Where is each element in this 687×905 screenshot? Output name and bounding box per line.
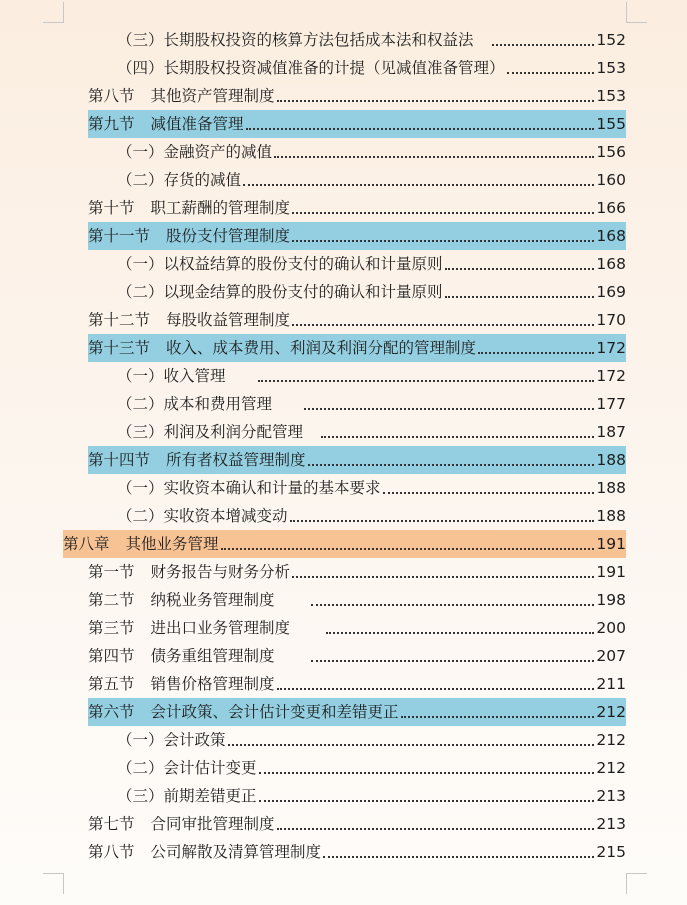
toc-entry-number: 第二节 [88, 591, 135, 609]
toc-entry-label [88, 698, 399, 726]
toc-entry-label [117, 138, 272, 166]
dot-leader [277, 99, 595, 102]
toc-entry-number: 第八章 [63, 535, 110, 553]
toc-entry-title: 收入、成本费用、利润及利润分配的管理制度 [166, 339, 477, 357]
toc-entry-title: 进出口业务管理制度 [150, 619, 291, 637]
toc-page-number: 213 [596, 815, 626, 833]
toc-entry-label [88, 586, 275, 614]
toc-page-number: 188 [596, 507, 626, 525]
toc-entry-number: （二） [117, 283, 164, 301]
toc-entry-number: 第九节 [88, 115, 135, 133]
dot-leader [478, 351, 594, 354]
dot-leader [290, 519, 595, 522]
toc-entry-number: （一） [117, 731, 164, 749]
toc-entry-label [88, 194, 290, 222]
dot-leader [292, 239, 594, 242]
toc-entry-label [88, 614, 290, 642]
toc-page-number: 211 [596, 675, 626, 693]
dot-leader [243, 183, 594, 186]
toc-entry-label [117, 54, 505, 82]
toc-entry-label [117, 474, 381, 502]
toc-entry-label [88, 558, 290, 586]
toc-entry[interactable] [117, 502, 626, 530]
toc-page-number: 198 [596, 591, 626, 609]
toc-page-number: 212 [596, 703, 626, 721]
toc-entry-label [117, 782, 257, 810]
dot-leader [228, 743, 595, 746]
dot-leader [321, 435, 594, 438]
toc-entry-number: （三） [117, 787, 164, 805]
toc-entry-label [63, 530, 219, 558]
toc-page-number: 200 [596, 619, 626, 637]
toc-entry-label [117, 390, 272, 418]
toc-entry-number: （二） [117, 759, 164, 777]
toc-entry-title: 纳税业务管理制度 [150, 591, 275, 609]
toc-entry-label [117, 166, 241, 194]
toc-entry-title: 会计政策、会计估计变更和差错更正 [150, 703, 399, 721]
dot-leader [311, 659, 595, 662]
toc-entry-number: （一） [117, 479, 164, 497]
toc-entry-title: 财务报告与财务分析 [150, 563, 291, 581]
crop-mark-top-left [43, 2, 64, 23]
dot-leader [292, 211, 594, 214]
toc-page-number: 166 [596, 199, 626, 217]
toc-entry-title: 收入管理 [163, 367, 226, 385]
dot-leader [326, 631, 594, 634]
toc-entry[interactable] [88, 670, 626, 698]
toc-page-number: 172 [596, 367, 626, 385]
toc-entry-title: 减值准备管理 [150, 115, 244, 133]
toc-entry-label [88, 222, 290, 250]
dot-leader [246, 127, 595, 130]
toc-entry[interactable] [88, 222, 626, 250]
toc-entry-label [88, 306, 290, 334]
dot-leader [259, 771, 595, 774]
toc-entry-label [117, 278, 443, 306]
dot-leader [308, 463, 595, 466]
toc-page-number: 177 [596, 395, 626, 413]
toc-entry[interactable] [88, 586, 626, 614]
toc-page-number: 215 [596, 843, 626, 861]
dot-leader [445, 295, 595, 298]
crop-mark-bottom-left [43, 873, 64, 894]
dot-leader [492, 43, 595, 46]
toc-entry-label [88, 838, 321, 866]
toc-entry[interactable] [117, 54, 626, 82]
toc-page-number: 191 [596, 535, 626, 553]
dot-leader [277, 687, 595, 690]
toc-entry[interactable] [117, 250, 626, 278]
toc-entry[interactable] [88, 446, 626, 474]
toc-entry-label [117, 250, 443, 278]
toc-entry-number: （二） [117, 507, 164, 525]
toc-page-number: 212 [596, 731, 626, 749]
dot-leader [401, 715, 595, 718]
toc-page-number: 153 [596, 59, 626, 77]
toc-page-number: 187 [596, 423, 626, 441]
toc-entry-number: 第十一节 [88, 227, 151, 245]
toc-entry[interactable] [88, 306, 626, 334]
toc-entry-title: 销售价格管理制度 [150, 675, 275, 693]
toc-entry-title: 金融资产的减值 [163, 143, 273, 161]
toc-entry-label [88, 446, 306, 474]
toc-entry[interactable] [117, 390, 626, 418]
toc-entry-label [117, 418, 303, 446]
toc-page-number: 213 [596, 787, 626, 805]
toc-entry-title: 会计政策 [163, 731, 226, 749]
toc-entry-number: （三） [117, 31, 164, 49]
toc-entry-number: 第三节 [88, 619, 135, 637]
toc-page-number: 160 [596, 171, 626, 189]
toc-entry-title: 实收资本确认和计量的基本要求 [163, 479, 381, 497]
toc-entry-title: 其他资产管理制度 [150, 87, 275, 105]
toc-entry-title: 股份支付管理制度 [166, 227, 291, 245]
toc-entry-number: （二） [117, 395, 164, 413]
toc-entry-number: 第一节 [88, 563, 135, 581]
toc-entry[interactable] [88, 110, 626, 138]
dot-leader [304, 407, 594, 410]
toc-entry-label [88, 642, 275, 670]
toc-page-number: 207 [596, 647, 626, 665]
toc-entry[interactable] [117, 166, 626, 194]
toc-entry-number: 第五节 [88, 675, 135, 693]
toc-entry-number: 第六节 [88, 703, 135, 721]
dot-leader [323, 855, 594, 858]
dot-leader [311, 603, 595, 606]
toc-entry-label [88, 810, 275, 838]
toc-entry-label [117, 502, 288, 530]
toc-entry[interactable] [117, 138, 626, 166]
toc-page-number: 191 [596, 563, 626, 581]
dot-leader [292, 575, 594, 578]
toc-page-number: 168 [596, 227, 626, 245]
toc-entry[interactable] [88, 82, 626, 110]
toc-entry-label [88, 82, 275, 110]
toc-entry-title: 实收资本增减变动 [163, 507, 288, 525]
toc-entry[interactable] [88, 194, 626, 222]
table-of-contents [0, 26, 687, 866]
toc-entry[interactable] [88, 838, 626, 866]
toc-entry-title: 存货的减值 [163, 171, 242, 189]
crop-mark-top-right [626, 2, 647, 23]
toc-entry[interactable] [117, 278, 626, 306]
toc-entry[interactable] [88, 558, 626, 586]
dot-leader [277, 827, 595, 830]
toc-entry-number: （一） [117, 367, 164, 385]
dot-leader [221, 547, 595, 550]
toc-entry[interactable] [117, 726, 626, 754]
toc-page-number: 156 [596, 143, 626, 161]
toc-entry[interactable] [63, 530, 626, 558]
dot-leader [445, 267, 595, 270]
toc-entry-label [117, 726, 226, 754]
toc-entry-title: 以现金结算的股份支付的确认和计量原则 [163, 283, 443, 301]
toc-entry-title: 长期股权投资的核算方法包括成本法和权益法 [163, 31, 474, 49]
toc-page-number: 188 [596, 451, 626, 469]
dot-leader [274, 155, 594, 158]
dot-leader [259, 799, 595, 802]
toc-entry-label [88, 670, 275, 698]
toc-entry[interactable] [117, 782, 626, 810]
toc-entry-title: 以权益结算的股份支付的确认和计量原则 [163, 255, 443, 273]
toc-entry-number: 第十节 [88, 199, 135, 217]
toc-entry-number: 第八节 [88, 87, 135, 105]
toc-entry[interactable] [117, 754, 626, 782]
toc-entry[interactable] [117, 26, 626, 54]
toc-page-number: 152 [596, 31, 626, 49]
toc-entry-number: 第七节 [88, 815, 135, 833]
toc-entry-title: 合同审批管理制度 [150, 815, 275, 833]
dot-leader [507, 71, 595, 74]
toc-entry[interactable] [117, 362, 626, 390]
dot-leader [292, 323, 594, 326]
toc-entry-title: 前期差错更正 [163, 787, 257, 805]
toc-entry-label [88, 110, 244, 138]
toc-entry-title: 公司解散及清算管理制度 [150, 843, 322, 861]
toc-entry-title: 债务重组管理制度 [150, 647, 275, 665]
toc-page-number: 212 [596, 759, 626, 777]
crop-mark-bottom-right [626, 873, 647, 894]
toc-page-number: 170 [596, 311, 626, 329]
toc-entry[interactable] [117, 474, 626, 502]
toc-entry-number: （四） [117, 59, 164, 77]
toc-entry-number: 第十四节 [88, 451, 151, 469]
toc-entry[interactable] [88, 642, 626, 670]
toc-entry-number: （一） [117, 143, 164, 161]
toc-page-number: 172 [596, 339, 626, 357]
toc-entry-title: 成本和费用管理 [163, 395, 273, 413]
toc-entry-number: 第十二节 [88, 311, 151, 329]
toc-page-number: 155 [596, 115, 626, 133]
toc-entry-number: （二） [117, 171, 164, 189]
toc-page-number: 153 [596, 87, 626, 105]
toc-entry-title: 利润及利润分配管理 [163, 423, 304, 441]
toc-entry-label [117, 26, 474, 54]
toc-entry-number: （三） [117, 423, 164, 441]
toc-entry[interactable] [88, 698, 626, 726]
toc-entry-title: 所有者权益管理制度 [166, 451, 306, 469]
toc-entry[interactable] [88, 614, 626, 642]
dot-leader [383, 491, 595, 494]
toc-page-number: 168 [596, 255, 626, 273]
toc-entry[interactable] [88, 810, 626, 838]
toc-entry-number: （一） [117, 255, 164, 273]
toc-entry-label [117, 754, 257, 782]
toc-entry[interactable] [117, 418, 626, 446]
toc-entry-number: 第八节 [88, 843, 135, 861]
toc-entry[interactable] [88, 334, 626, 362]
toc-page-number: 169 [596, 283, 626, 301]
toc-entry-title: 每股收益管理制度 [166, 311, 291, 329]
toc-entry-number: 第十三节 [88, 339, 151, 357]
toc-entry-title: 长期股权投资减值准备的计提（见减值准备管理） [163, 59, 505, 77]
toc-entry-label [88, 334, 476, 362]
toc-entry-title: 职工薪酬的管理制度 [150, 199, 291, 217]
toc-entry-number: 第四节 [88, 647, 135, 665]
toc-entry-label [117, 362, 226, 390]
dot-leader [258, 379, 595, 382]
toc-page-number: 188 [596, 479, 626, 497]
toc-entry-title: 其他业务管理 [125, 535, 219, 553]
toc-entry-title: 会计估计变更 [163, 759, 257, 777]
